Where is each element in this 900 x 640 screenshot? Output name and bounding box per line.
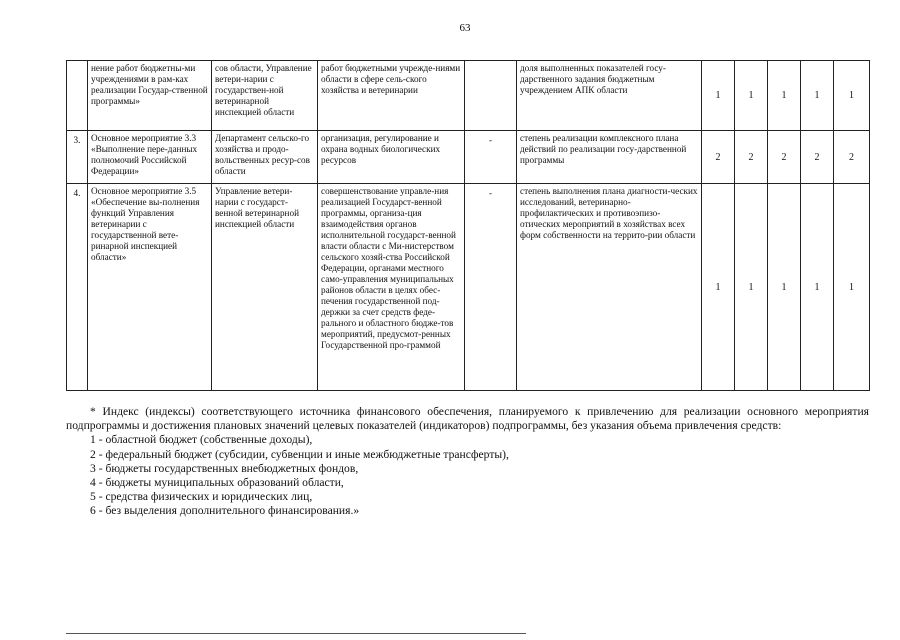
year-value: 1 (801, 61, 834, 131)
target-indicator: степень выполнения плана диагности-ческих исследований, ветеринарно-профилактических и противоэпизо-отических мероприятий в хозяйствах всех форм собственности на террито-рии области (517, 184, 702, 391)
year-value: 1 (702, 184, 735, 391)
year-value: 1 (768, 184, 801, 391)
year-value: 2 (801, 131, 834, 184)
year-value: 2 (834, 131, 870, 184)
target-indicator: степень реализации комплексного плана действий по реализации госу-дарственной программы (517, 131, 702, 184)
year-value: 1 (735, 61, 768, 131)
responsible-executor: Департамент сельско-го хозяйства и продо-вольственных ресур-сов области (212, 131, 318, 184)
year-value: 2 (702, 131, 735, 184)
program-activities-table (66, 60, 870, 391)
activity-name: нение работ бюджетны-ми учреждениями в рам-ках реализации Государ-ственной программы» (88, 61, 212, 131)
table-row (67, 61, 870, 131)
funding-source (465, 61, 517, 131)
activity-content: совершенствование управле-ния реализацией Государст-венной программы, организа-ция взаимодействия органов исполнительной государст-венной власти области с Ми-нистерством сельского хозяй-ства Российской Федерации, органами местного само-управления муниципальных районов области в целях обес-печения государственной под-держки за счет средств феде-рального и областного бюдже-тов мероприятий, предусмот-ренных Государственной про-граммой (318, 184, 465, 391)
activity-name: Основное мероприятие 3.5 «Обеспечение вы-полнения функций Управления ветеринарии с государственной вете-ринарной инспекцией области» (88, 184, 212, 391)
list-item: 6 - без выделения дополнительного финансирования.» (90, 504, 360, 518)
table-row (67, 184, 870, 391)
year-value: 2 (735, 131, 768, 184)
list-item: 3 - бюджеты государственных внебюджетных фондов, (90, 461, 359, 475)
responsible-executor: Управление ветери-нарии с государст-венной ветеринарной инспекцией области (212, 184, 318, 391)
activity-content: организация, регулирование и охрана водных биологических ресурсов (318, 131, 465, 184)
year-value: 1 (768, 61, 801, 131)
footnote (66, 405, 869, 519)
year-value: 1 (801, 184, 834, 391)
funding-source: - (465, 131, 517, 184)
year-value: 1 (834, 61, 870, 131)
page-divider (66, 633, 526, 634)
list-item: 4 - бюджеты муниципальных образований области, (90, 476, 344, 490)
activity-content: работ бюджетными учрежде-ниями области в сфере сель-ского хозяйства и ветеринарии (318, 61, 465, 131)
list-item: 2 - федеральный бюджет (субсидии, субвенции и иные межбюджетные трансферты), (90, 447, 509, 461)
row-index (67, 61, 88, 131)
footnote-intro: * Индекс (индексы) соответствующего источника финансового обеспечения, планируемого к привлечению для реализации основного мероприятия подпрограммы и достижения плановых значений целевых показателей (индикаторов) подпрограммы, без указания объема привлечения средств: (66, 405, 869, 433)
row-index: 3. (67, 131, 88, 184)
funding-source-list (66, 433, 869, 518)
list-item: 1 - областной бюджет (собственные доходы), (90, 433, 313, 447)
year-value: 1 (834, 184, 870, 391)
year-value: 2 (768, 131, 801, 184)
page-number: 63 (459, 22, 471, 34)
list-item: 5 - средства физических и юридических лиц, (90, 490, 313, 504)
table-row (67, 131, 870, 184)
responsible-executor: сов области, Управление ветери-нарии с государствен-ной ветеринарной инспекцией области (212, 61, 318, 131)
funding-source: - (465, 184, 517, 391)
row-index: 4. (67, 184, 88, 391)
year-value: 1 (702, 61, 735, 131)
year-value: 1 (735, 184, 768, 391)
target-indicator: доля выполненных показателей госу-дарственного задания бюджетным учреждением АПК области (517, 61, 702, 131)
activity-name: Основное мероприятие 3.3 «Выполнение пере-данных полномочий Российской Федерации» (88, 131, 212, 184)
